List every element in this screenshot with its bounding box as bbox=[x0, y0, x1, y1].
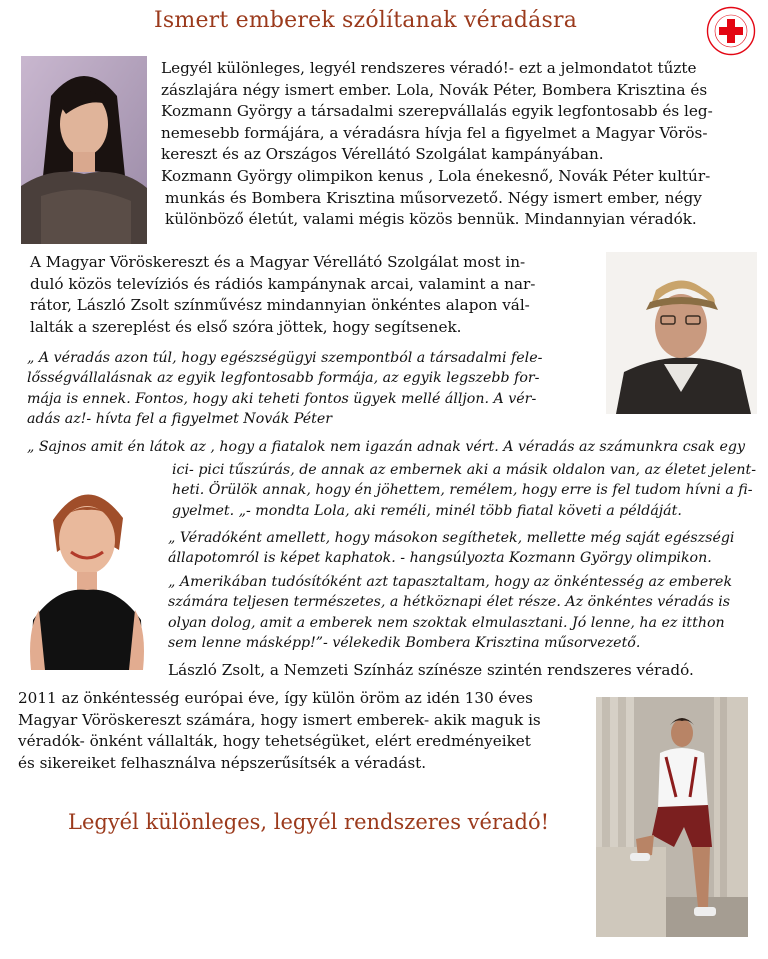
campaign-paragraph bbox=[30, 252, 535, 338]
text-line: nemesebb formájára, a véradásra hívja fel a figyelmet a Magyar Vörös- bbox=[161, 123, 708, 142]
closing-paragraph bbox=[18, 688, 541, 774]
text-line: lősségvállalásnak az egyik legfontosabb formája, az egyik legszebb for- bbox=[27, 370, 540, 387]
text-line: 2011 az önkéntesség európai éve, így külön öröm az idén 130 éves bbox=[18, 689, 533, 707]
page-title: Ismert emberek szólítanak véradásra bbox=[154, 8, 578, 33]
photo-bombera-krisztina bbox=[17, 460, 157, 670]
text-line: mája is ennek. Fontos, hogy aki teheti fontos ügyek mellé álljon. A vér- bbox=[27, 390, 537, 407]
text-line: olyan dolog, amit a emberek nem szoktak elmulasztani. Jó lenne, ha ez itthon bbox=[168, 614, 725, 631]
text-line: véradók- önként vállalták, hogy tehetségüket, elért eredményeiket bbox=[18, 732, 531, 751]
text-line: gyelmet. „- mondta Lola, aki reméli, minél több fiatal követi a példáját. bbox=[172, 502, 682, 519]
quote-novak bbox=[27, 348, 542, 430]
text-line: zászlajára négy ismert ember. Lola, Novák Péter, Bombera Krisztina és bbox=[161, 80, 708, 99]
photo-novak-peter bbox=[606, 252, 757, 414]
quote-kozmann bbox=[168, 528, 734, 569]
text-line: Kozmann György olimpikon kenus , Lola énekesnő, Novák Péter kultúr- bbox=[161, 167, 711, 185]
red-cross-logo bbox=[706, 6, 756, 56]
text-line: állapotomról is képet kaphatok. - hangsúlyozta Kozmann György olimpikon. bbox=[168, 550, 712, 567]
text-line: „ Véradóként amellett, hogy másokon segíthetek, mellette még saját egészségi bbox=[168, 530, 735, 546]
laszlo-zsolt-line: László Zsolt, a Nemzeti Színház színésze szintén rendszeres véradó. bbox=[168, 661, 694, 679]
text-line: duló közös televíziós és rádiós kampánynak arcai, valamint a nar- bbox=[30, 274, 536, 293]
text-line: „ A véradás azon túl, hogy egészségügyi szempontból a társadalmi fele- bbox=[27, 350, 543, 366]
text-line: Kozmann György a társadalmi szerepvállalás egyik legfontosabb és leg- bbox=[161, 102, 713, 121]
text-line: A Magyar Vöröskereszt és a Magyar Vérellátó Szolgálat most in- bbox=[30, 253, 526, 271]
text-line: rátor, László Zsolt színművész mindannyian önkéntes alapon vál- bbox=[30, 296, 530, 315]
slogan: Legyél különleges, legyél rendszeres véradó! bbox=[68, 810, 550, 834]
quote-lola bbox=[172, 460, 756, 521]
text-line: számára teljesen természetes, a hétköznapi élet része. Az önkéntes véradás is bbox=[168, 594, 731, 611]
text-line: és sikereiket felhasználva népszerűsítsék a véradást. bbox=[18, 753, 427, 772]
photo-kozmann-gyorgy bbox=[596, 697, 748, 937]
text-line: ici- pici tűszúrás, de annak az embernek aki a másik oldalon van, az életet jelent- bbox=[172, 462, 757, 478]
quote-bombera bbox=[168, 572, 732, 654]
text-line: lalták a szereplést és első szóra jöttek, hogy segítsenek. bbox=[30, 317, 462, 336]
people-paragraph bbox=[161, 166, 710, 231]
text-line: adás az!- hívta fel a figyelmet Novák Péter bbox=[27, 411, 333, 428]
text-line: heti. Örülök annak, hogy én jöhettem, remélem, hogy erre is fel tudom hívni a fi- bbox=[172, 482, 753, 499]
text-line: különböző életút, valami mégis közös bennük. Mindannyian véradók. bbox=[165, 210, 697, 229]
quote-lola-first-line: „ Sajnos amit én látok az , hogy a fiatalok nem igazán adnak vért. A véradás az számunkra csak egy bbox=[27, 439, 746, 455]
text-line: kereszt és az Országos Vérellátó Szolgálat kampányában. bbox=[161, 145, 604, 164]
text-line: Magyar Vöröskereszt számára, hogy ismert emberek- akik maguk is bbox=[18, 710, 541, 729]
photo-lola bbox=[21, 56, 147, 244]
text-line: munkás és Bombera Krisztina műsorvezető. Négy ismert ember, négy bbox=[165, 188, 702, 207]
intro-paragraph bbox=[161, 58, 713, 166]
text-line: „ Amerikában tudósítóként azt tapasztaltam, hogy az önkéntesség az emberek bbox=[168, 574, 733, 590]
red-cross-icon bbox=[706, 6, 756, 56]
text-line: Legyél különleges, legyél rendszeres véradó!- ezt a jelmondatot tűzte bbox=[161, 59, 697, 77]
text-line: sem lenne másképp!”- vélekedik Bombera Krisztina műsorvezető. bbox=[168, 635, 641, 652]
